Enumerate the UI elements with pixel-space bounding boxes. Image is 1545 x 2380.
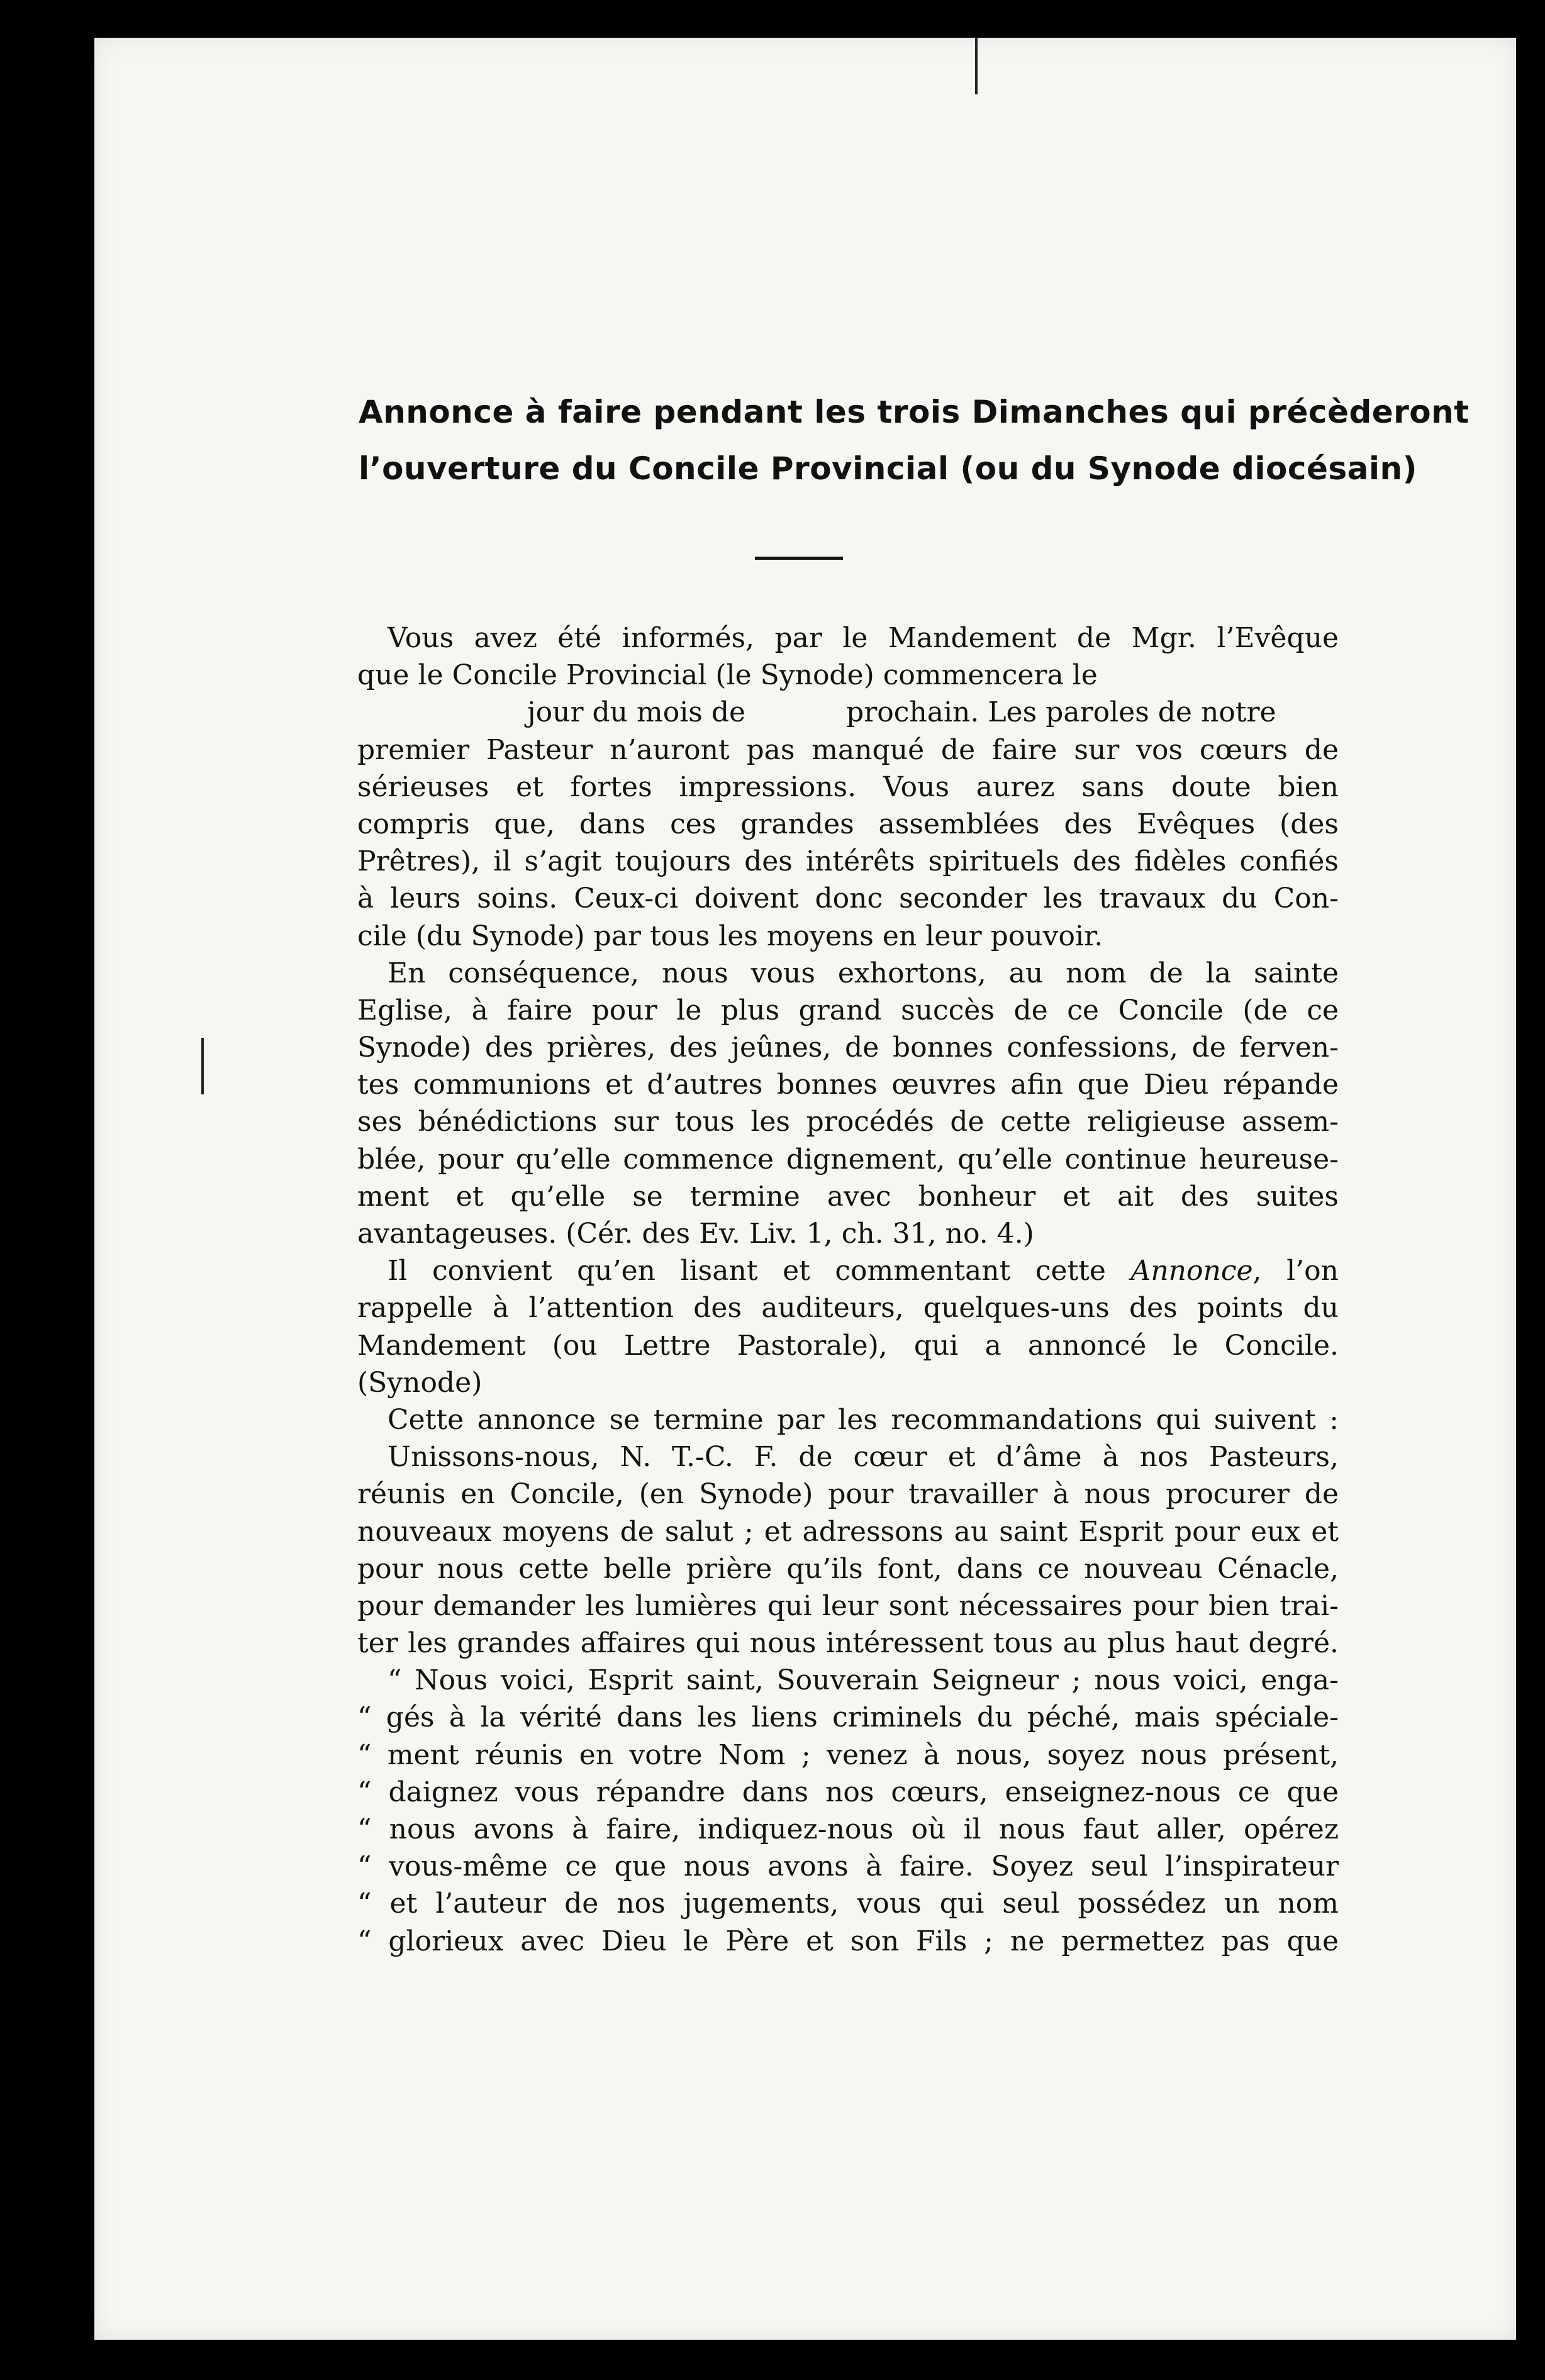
text-line: “ et l’auteur de nos jugements, vous qui seul possédez un nom (357, 1888, 1339, 1920)
text-line-with-italic (357, 1252, 1339, 1289)
margin-mark-top (975, 38, 978, 94)
margin-mark-left (201, 1038, 204, 1094)
text-line: à leurs soins. Ceux-ci doivent donc seconder les travaux du Con- (357, 882, 1339, 915)
title-line: Annonce à faire pendant les trois Dimanches qui précèderont (359, 394, 1470, 430)
text-fragment: , l’on (1252, 1255, 1339, 1287)
text-line: réunis en Concile, (en Synode) pour travailler à nous procurer de (357, 1478, 1339, 1511)
text-line: Eglise, à faire pour le plus grand succès de ce Concile (de ce (357, 994, 1339, 1026)
text-line: “ ment réunis en votre Nom ; venez à nous, soyez nous présent, (357, 1738, 1339, 1771)
document-body (357, 620, 1339, 1960)
text-fragment: prochain. Les paroles de notre (846, 696, 1276, 729)
text-line: “ nous avons à faire, indiquez-nous où il nous faut aller, opérez (357, 1813, 1339, 1845)
text-line: “ vous-même ce que nous avons à faire. Soyez seul l’inspirateur (357, 1850, 1339, 1883)
document-page (94, 38, 1516, 2340)
text-line: premier Pasteur n’auront pas manqué de faire sur vos cœurs de (357, 733, 1339, 766)
text-line: ter les grandes affaires qui nous intéressent tous au plus haut degré. (357, 1627, 1339, 1660)
text-line: “ Nous voici, Esprit saint, Souverain Seigneur ; nous voici, enga- (388, 1664, 1339, 1697)
title-divider (755, 557, 843, 560)
text-line: compris que, dans ces grandes assemblées des Evêques (des (357, 808, 1339, 840)
text-line: ses bénédictions sur tous les procédés de cette religieuse assem- (357, 1106, 1339, 1138)
text-line: “ daignez vous répandre dans nos cœurs, enseignez-nous ce que (357, 1776, 1339, 1808)
text-line: avantageuses. (Cér. des Ev. Liv. 1, ch. 31, no. 4.) (357, 1218, 1034, 1250)
text-line: rappelle à l’attention des auditeurs, quelques-uns des points du (357, 1292, 1339, 1325)
italic-term: Annonce (1130, 1255, 1253, 1287)
text-line: que le Concile Provincial (le Synode) commencera le (357, 659, 1098, 692)
text-line: “ gés à la vérité dans les liens criminels du péché, mais spéciale- (357, 1701, 1339, 1734)
text-fragment: Il convient qu’en lisant et commentant cette (388, 1255, 1106, 1287)
text-line: Synode) des prières, des jeûnes, de bonnes confessions, de ferven- (357, 1032, 1339, 1064)
text-line: pour demander les lumières qui leur sont nécessaires pour bien trai- (357, 1589, 1339, 1622)
text-line: nouveaux moyens de salut ; et adressons au saint Esprit pour eux et (357, 1515, 1339, 1548)
text-line: Mandement (ou Lettre Pastorale), qui a annoncé le Concile. (357, 1329, 1339, 1362)
text-line: sérieuses et fortes impressions. Vous aurez sans doute bien (357, 770, 1339, 803)
text-line-with-blanks (357, 694, 1339, 731)
text-line: tes communions et d’autres bonnes œuvres afin que Dieu répande (357, 1069, 1339, 1101)
text-line: Prêtres), il s’agit toujours des intérêts spirituels des fidèles confiés (357, 845, 1339, 878)
text-line: Vous avez été informés, par le Mandement de Mgr. l’Evêque (388, 622, 1339, 654)
text-line: Cette annonce se termine par les recommandations qui suivent : (388, 1403, 1339, 1436)
text-fragment: jour du mois de (527, 696, 746, 729)
text-line: (Synode) (357, 1366, 482, 1399)
text-line: blée, pour qu’elle commence dignement, qu’elle continue heureuse- (357, 1143, 1339, 1176)
text-line: cile (du Synode) par tous les moyens en leur pouvoir. (357, 920, 1103, 952)
text-line: pour nous cette belle prière qu’ils font, dans ce nouveau Cénacle, (357, 1552, 1339, 1585)
text-line: “ glorieux avec Dieu le Père et son Fils ; ne permettez pas que (357, 1925, 1339, 1957)
text-line: ment et qu’elle se termine avec bonheur et ait des suites (357, 1180, 1339, 1213)
document-title (359, 384, 1470, 497)
text-line: En conséquence, nous vous exhortons, au nom de la sainte (388, 957, 1339, 989)
title-line: l’ouverture du Concile Provincial (ou du Synode diocésain) (359, 450, 1418, 487)
text-line: Unissons-nous, N. T.-C. F. de cœur et d’âme à nos Pasteurs, (388, 1441, 1339, 1474)
